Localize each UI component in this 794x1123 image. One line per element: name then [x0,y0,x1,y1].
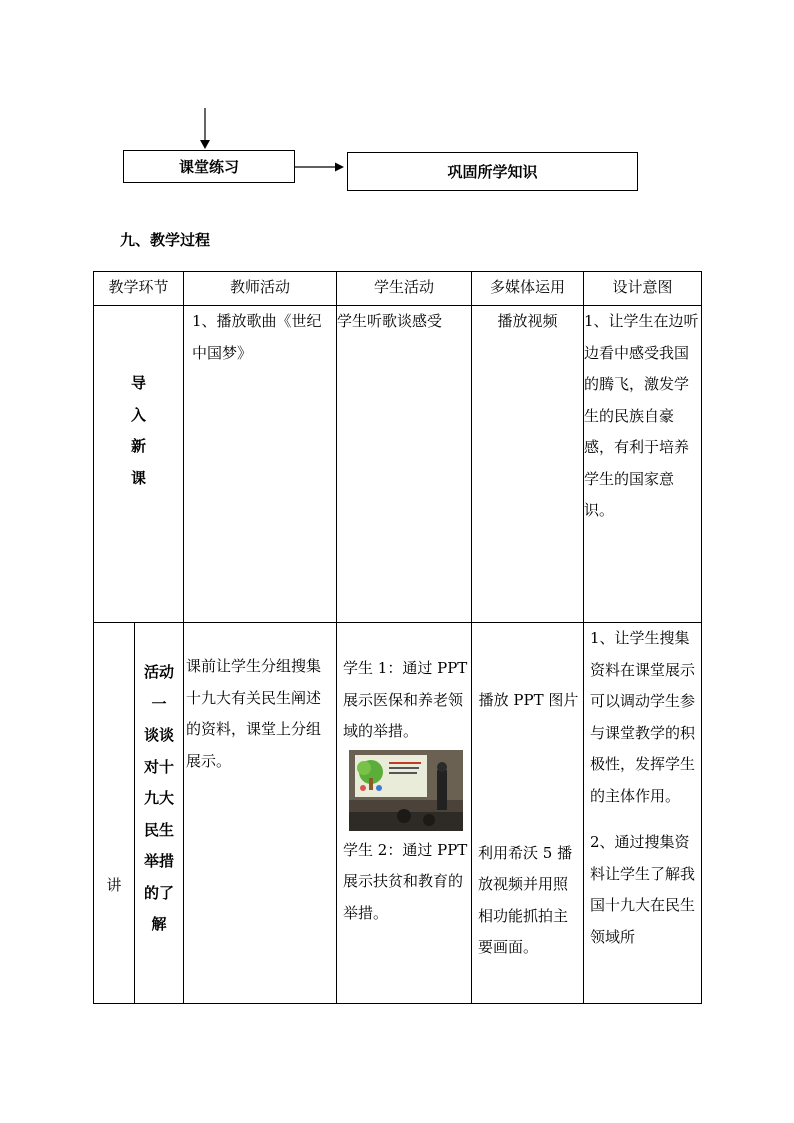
stage-activity-char: 活动 [144,663,175,681]
teacher-activity-intro [184,306,337,623]
student-two-text: 学生 2：通过 PPT 展示扶贫和教育的举措。 [343,840,468,922]
teacher-activity-one [184,623,337,1004]
classroom-photo-image [349,750,463,831]
teacher-activity-text: 1、播放歌曲《世纪中国梦》 [192,312,322,362]
section-title: 九、教学过程 [120,231,211,249]
media-text: 播放视频 [497,312,558,330]
arrow-right [295,161,345,173]
arrow-down [198,108,212,150]
stage-activity-char: 举措 [144,852,175,870]
header-teacher: 教师活动 [184,272,337,306]
table-row-intro [94,306,702,623]
teacher-activity-text: 课前让学生分组搜集十九大有关民生阐述的资料，课堂上分组展示。 [186,657,322,770]
stage-activity-char: 一 [151,694,167,713]
stage-intro-char: 入 [131,405,147,424]
stage-activity-char: 对十 [144,757,175,776]
table-header-row [94,272,702,306]
header-student: 学生活动 [337,272,472,306]
intent-activity-one [584,623,702,1004]
student-one-text: 学生 1：通过 PPT 展示医保和养老领域的举措。 [343,659,468,740]
student-activity-one [337,623,472,1004]
stage-lecture-char: 讲 [106,876,122,895]
media-two-text: 利用希沃 5 播放视频并用照相功能抓拍主要画面。 [478,843,573,956]
intent-text: 1、让学生在边听边看中感受我国的腾飞，激发学生的民族自豪感，有利于培养学生的国家意识。 [584,312,699,519]
stage-lecture [94,623,135,1004]
flow-box-consolidate [347,152,638,191]
flow-box-practice-label: 课堂练习 [178,158,239,176]
stage-activity-char: 民生 [144,820,175,839]
table-row-activity-one [94,623,702,1004]
media-activity-one [472,623,584,1004]
stage-activity-one [135,623,184,1004]
media-intro [472,306,584,623]
stage-activity-char: 谈谈 [144,726,175,744]
student-activity-intro [337,306,472,623]
teaching-process-table [93,271,702,1004]
header-media: 多媒体运用 [472,272,584,306]
stage-intro-char: 新 [131,437,147,455]
flow-box-consolidate-label: 巩固所学知识 [447,163,538,181]
media-one-text: 播放 PPT 图片 [478,691,579,709]
intent-intro [584,306,702,623]
stage-activity-char: 的了 [144,883,175,902]
stage-activity-char: 解 [151,915,167,933]
flow-box-practice [123,150,295,183]
stage-intro-char: 导 [131,374,147,392]
intent-one-text: 1、让学生搜集资料在课堂展示可以调动学生参与课堂教学的积极性，发挥学生的主体作用。 [590,629,696,805]
stage-intro-char: 课 [131,468,147,487]
intent-two-text: 2、通过搜集资料让学生了解我国十九大在民生领域所 [590,833,696,946]
student-activity-text: 学生听歌谈感受 [337,312,443,330]
stage-activity-char: 九大 [144,789,175,807]
classroom-photo [349,750,463,831]
header-stage: 教学环节 [94,272,184,306]
header-intent: 设计意图 [584,272,702,306]
stage-intro [94,306,184,623]
